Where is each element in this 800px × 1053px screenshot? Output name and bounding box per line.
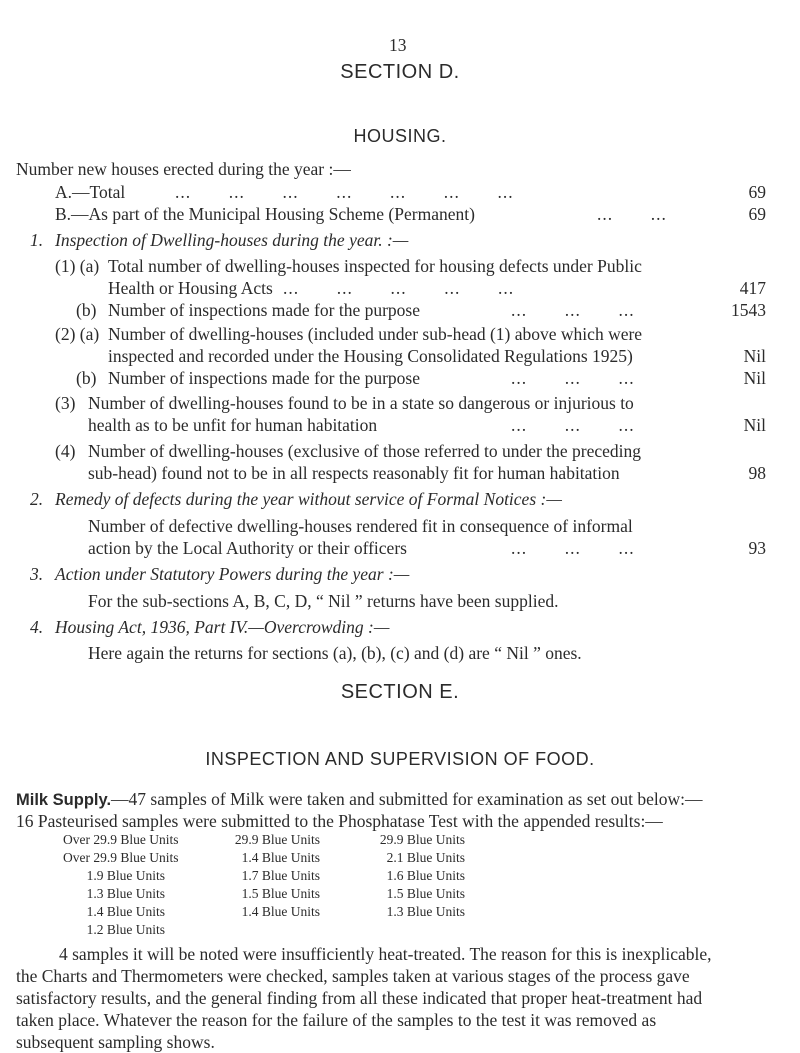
item-1-1a-value: 417 [739,278,766,298]
dot-leaders: ... ... ... [511,538,635,558]
item-2-number: 2. [30,489,44,509]
total-value: 69 [748,182,766,202]
milk-supply-lead: Milk Supply. [16,791,112,809]
result-cell: 1.3 Blue Units [86,886,165,901]
item-2-heading: Remedy of defects during the year without service of Formal Notices :— [55,489,562,509]
paragraph-line: subsequent sampling shows. [16,1032,215,1052]
milk-supply-paragraph: Milk Supply.—47 samples of Milk were taken and submitted for examination as set out below:— [16,789,703,809]
item-3-number: 3. [30,564,44,584]
item-1-2a-text: inspected and recorded under the Housing Consolidated Regulations 1925) [108,346,633,366]
result-cell: 1.4 Blue Units [241,850,320,865]
result-cell: 2.1 Blue Units [386,850,465,865]
item-1-1b-value: 1543 [731,300,766,320]
total-label: A.—Total [55,182,126,202]
item-1-4-text: sub-head) found not to be in all respects reasonably fit for human habitation [88,463,620,483]
dot-leaders: ... ... ... ... ... ... ... [175,182,514,202]
result-cell: 1.7 Blue Units [241,868,320,883]
paragraph-line: taken place. Whatever the reason for the failure of the samples to the test it was removed as [16,1010,657,1030]
result-cell: 1.5 Blue Units [241,886,320,901]
paragraph-line: the Charts and Thermometers were checked, samples taken at various stages of the process gave [16,966,690,986]
item-1-number: 1. [30,230,44,250]
dot-leaders: ... ... ... [511,415,635,435]
item-1-3-text: Number of dwelling-houses found to be in a state so dangerous or injurious to [88,393,634,413]
result-cell: 1.3 Blue Units [386,904,465,919]
item-1-heading: Inspection of Dwelling-houses during the year. :— [55,230,409,250]
section-e-title: SECTION E. [340,681,460,703]
dot-leaders: ... ... [597,204,667,224]
item-1-1b-number: (b) [76,300,97,320]
item-1-2b-text: Number of inspections made for the purpose [108,368,421,388]
municipal-scheme-label: B.—As part of the Municipal Housing Scheme (Permanent) [55,204,475,224]
item-4-number: 4. [30,617,44,637]
result-cell: 1.4 Blue Units [86,904,165,919]
item-1-3-value: Nil [743,415,766,435]
item-1-2a-value: Nil [743,346,766,366]
result-cell: 1.9 Blue Units [86,868,165,883]
item-1-4-value: 98 [748,463,766,483]
result-row [63,903,593,921]
item-1-3-number: (3) [55,393,76,413]
item-4-heading: Housing Act, 1936, Part IV.—Overcrowding :— [55,617,390,637]
result-row [63,885,593,903]
item-1-1a-number: (1) (a) [55,256,100,276]
section-e-subtitle: INSPECTION AND SUPERVISION OF FOOD. [205,749,595,769]
result-row [63,921,593,939]
closing-paragraph [16,943,786,1053]
item-1-1b-text: Number of inspections made for the purpose [108,300,421,320]
result-cell: 1.5 Blue Units [386,886,465,901]
item-1-2b-number: (b) [76,368,97,388]
result-row [63,867,593,885]
item-4-text: Here again the returns for sections (a), (b), (c) and (d) are “ Nil ” ones. [88,643,582,663]
result-row [63,849,593,867]
phosphatase-intro: 16 Pasteurised samples were submitted to the Phosphatase Test with the appended results:— [16,811,663,831]
result-cell: 1.2 Blue Units [86,922,165,937]
item-3-text: For the sub-sections A, B, C, D, “ Nil ” returns have been supplied. [88,591,559,611]
item-1-2a-text: Number of dwelling-houses (included under sub-head (1) above which were [108,324,643,344]
result-cell: Over 29.9 Blue Units [63,850,179,865]
new-houses-label: Number new houses erected during the year :— [16,159,351,179]
phosphatase-results [63,831,593,939]
municipal-scheme-value: 69 [748,204,766,224]
section-d-title: SECTION D. [340,61,460,83]
dot-leaders: ... ... ... [511,368,635,388]
dot-leaders: ... ... ... ... ... [283,278,515,298]
section-d-subtitle: HOUSING. [353,126,447,146]
result-cell: 1.4 Blue Units [241,904,320,919]
item-1-4-text: Number of dwelling-houses (exclusive of those referred to under the preceding [88,441,642,461]
result-row [63,831,593,849]
paragraph-line: satisfactory results, and the general finding from all these indicated that proper heat-treatment had [16,988,703,1008]
item-1-3-text: health as to be unfit for human habitation [88,415,378,435]
item-2-text: Number of defective dwelling-houses rendered fit in consequence of informal [88,516,633,536]
item-2-value: 93 [748,538,766,558]
item-1-2a-number: (2) (a) [55,324,100,344]
item-2-text: action by the Local Authority or their officers [88,538,407,558]
item-1-1a-text: Total number of dwelling-houses inspected for housing defects under Public [108,256,642,276]
result-cell: 29.9 Blue Units [379,832,465,847]
result-cell: Over 29.9 Blue Units [63,832,179,847]
result-cell: 1.6 Blue Units [386,868,465,883]
item-1-4-number: (4) [55,441,76,461]
page-number: 13 [389,35,407,55]
result-cell: 29.9 Blue Units [234,832,320,847]
item-1-1a-text: Health or Housing Acts [108,278,273,298]
dot-leaders: ... ... ... [511,300,635,320]
item-3-heading: Action under Statutory Powers during the year :— [55,564,410,584]
paragraph-line: 4 samples it will be noted were insufficiently heat-treated. The reason for this is inexplicable, [59,944,712,964]
item-1-2b-value: Nil [743,368,766,388]
